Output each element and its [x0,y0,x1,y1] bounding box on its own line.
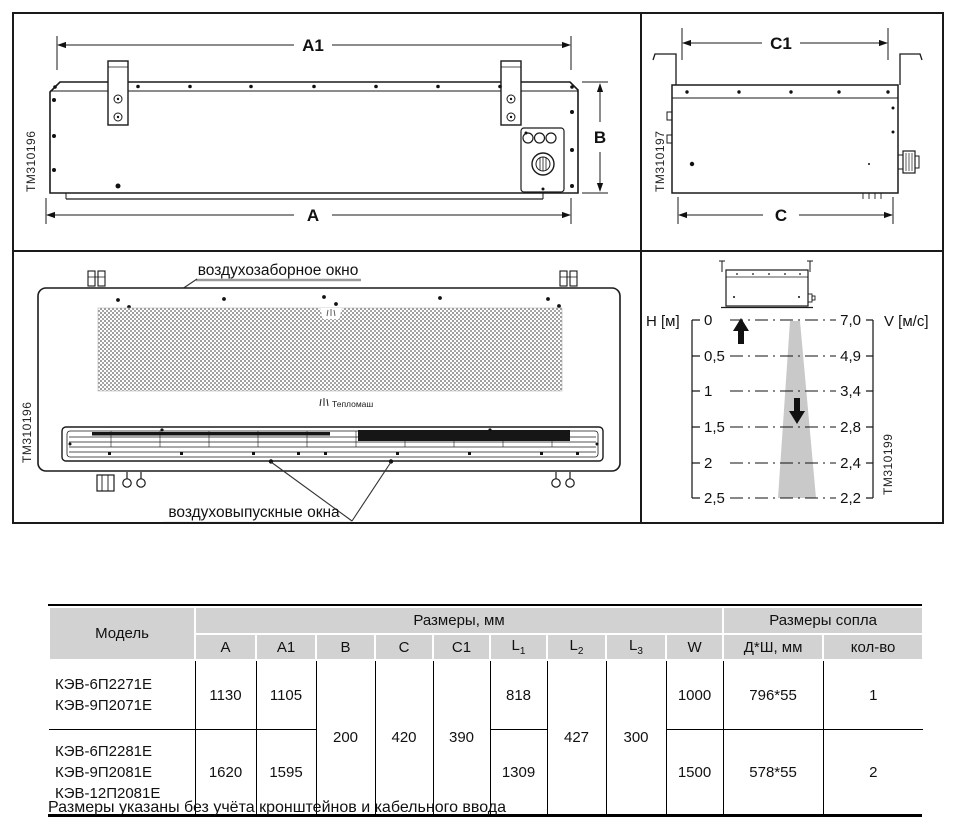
dim-label-a: A [306,206,320,225]
dim-label-b: B [593,128,607,147]
airflow-diagram [642,252,942,522]
col-header-model: Модель [49,607,195,660]
h-tick: 2 [704,455,713,472]
col-group-nozzle: Размеры сопла [723,607,923,634]
drawing-code-front: TM310196 [20,401,34,463]
h-tick: 0,5 [704,348,725,365]
col-header-w: W [666,634,723,660]
col-header-c: C [375,634,433,660]
cell-l3-merged: 300 [606,660,666,814]
model-cell: КЭВ-6П2271Е КЭВ-9П2071Е [49,660,195,730]
drawing-code-airflow: TM310199 [881,433,895,495]
col-header-l2: $L_2$ [547,634,606,660]
cell-a1: 1105 [256,660,316,730]
drawing-code-side: TM310197 [653,130,667,192]
drawing-code-rear: TM310196 [24,130,38,192]
cell-l2-merged: 427 [547,660,606,814]
h-axis-label: H [м] [646,313,680,330]
h-tick: 1,5 [704,419,725,436]
table-row [49,660,923,730]
v-tick: 7,0 [840,312,861,329]
cell-l1: 1309 [490,730,547,815]
model-cell: КЭВ-6П2281Е КЭВ-9П2081Е КЭВ-12П2081Е [49,730,195,815]
col-header-l3: $L_3$ [606,634,666,660]
intake-window-label: воздухозаборное окно [197,262,359,279]
cell-b-merged: 200 [316,660,375,814]
footnote: Размеры указаны без учёта кронштейнов и кабельного ввода [48,799,507,816]
v-tick: 2,4 [840,455,861,472]
dim-label-c: C [774,206,788,225]
h-tick: 2,5 [704,490,725,507]
outlet-windows-label: воздуховыпускные окна [168,504,340,521]
h-tick: 0 [704,312,713,329]
rear-view-drawing [14,14,640,250]
cell-a1: 1595 [256,730,316,815]
cell-c1-merged: 390 [433,660,490,814]
col-header-a1: A1 [256,634,316,660]
cell-w: 1500 [666,730,723,815]
col-header-b: B [316,634,375,660]
col-header-a: A [195,634,256,660]
side-view-drawing [642,14,942,250]
col-group-dimensions: Размеры, мм [195,607,723,634]
v-tick: 4,9 [840,348,861,365]
front-view-drawing [14,252,640,522]
cell-w: 1000 [666,660,723,730]
v-tick: 2,8 [840,419,861,436]
spec-table-wrap [48,604,922,817]
spec-table [48,606,924,814]
col-header-l1: $L_1$ [490,634,547,660]
col-header-nozzle-qty: кол-во [823,634,923,660]
col-header-c1: C1 [433,634,490,660]
brand-logo-text: Тепломаш [332,399,374,409]
v-tick: 3,4 [840,383,861,400]
dim-label-a1: A1 [302,36,324,55]
cell-nozzle-qty: 1 [823,660,923,730]
v-tick: 2,2 [840,490,861,507]
cell-nozzle-size: 796*55 [723,660,823,730]
cell-a: 1130 [195,660,256,730]
h-tick: 1 [704,383,713,400]
col-header-nozzle-size: Д*Ш, мм [723,634,823,660]
dim-label-c1: C1 [770,34,792,53]
cell-nozzle-size: 578*55 [723,730,823,815]
cell-l1: 818 [490,660,547,730]
cell-nozzle-qty: 2 [823,730,923,815]
drawing-panel [12,12,944,524]
cell-a: 1620 [195,730,256,815]
cell-c-merged: 420 [375,660,433,814]
v-axis-label: V [м/с] [884,313,929,330]
